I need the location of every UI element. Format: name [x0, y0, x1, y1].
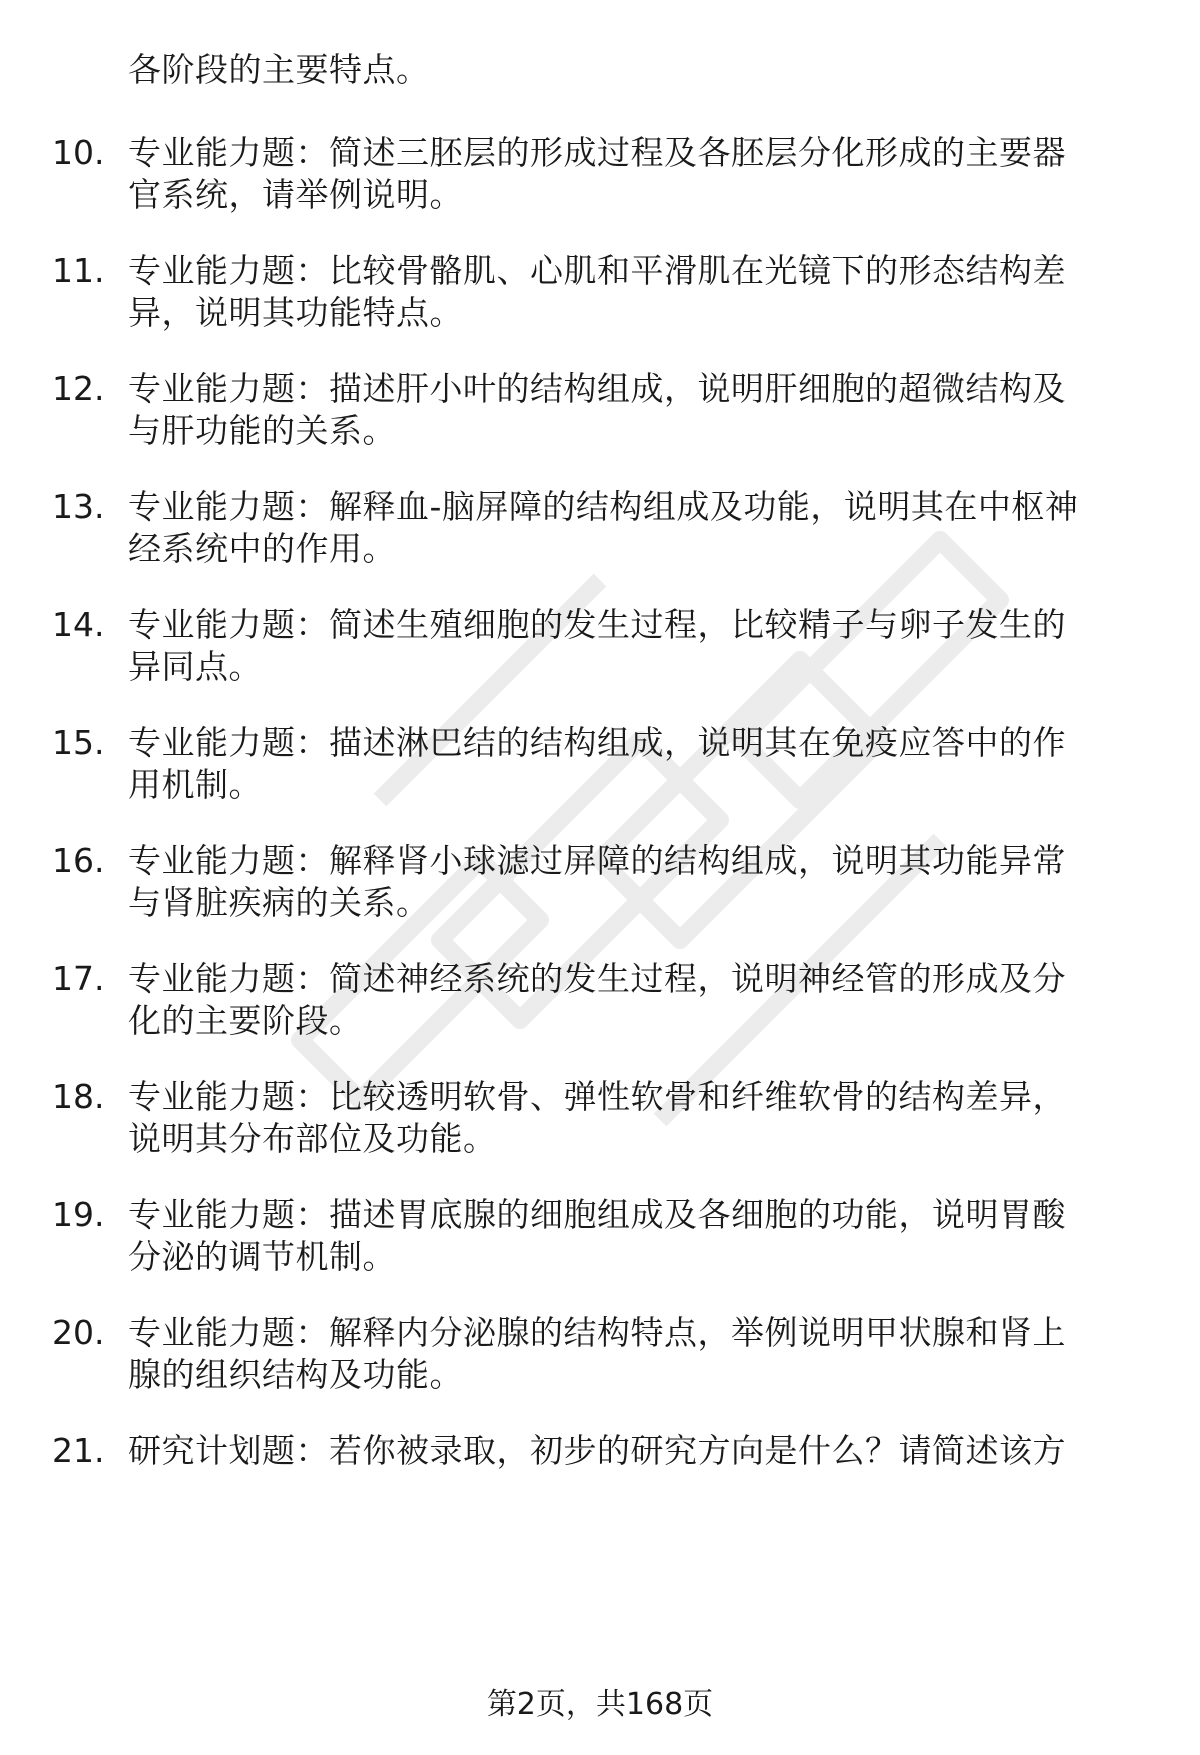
list-item-number: 21. — [52, 1431, 105, 1470]
list-item-line: 官系统，请举例说明。 — [128, 175, 463, 214]
list-item-number: 16. — [52, 841, 105, 880]
list-item-number: 17. — [52, 959, 105, 998]
list-item-line: 分泌的调节机制。 — [128, 1237, 396, 1276]
list-item-line: 专业能力题：解释肾小球滤过屏障的结构组成，说明其功能异常 — [128, 841, 1066, 880]
list-item-line: 专业能力题：简述神经系统的发生过程，说明神经管的形成及分 — [128, 959, 1066, 998]
list-item-line: 专业能力题：描述肝小叶的结构组成，说明肝细胞的超微结构及 — [128, 369, 1066, 408]
page-footer: 第2页，共168页 — [486, 1687, 714, 1722]
list-item-line: 专业能力题：解释内分泌腺的结构特点，举例说明甲状腺和肾上 — [128, 1313, 1066, 1352]
list-item-number: 15. — [52, 723, 105, 762]
list-item-line: 用机制。 — [128, 765, 262, 804]
list-item-line: 异，说明其功能特点。 — [128, 293, 463, 332]
list-item-number: 20. — [52, 1313, 105, 1352]
list-item-line: 专业能力题：比较透明软骨、弹性软骨和纤维软骨的结构差异， — [128, 1077, 1066, 1116]
list-item-number: 10. — [52, 133, 105, 172]
list-item-line: 与肝功能的关系。 — [128, 411, 396, 450]
list-item-number: 12. — [52, 369, 105, 408]
list-item-line: 经系统中的作用。 — [128, 529, 396, 568]
list-item-line: 异同点。 — [128, 647, 262, 686]
list-item-line: 腺的组织结构及功能。 — [128, 1355, 463, 1394]
list-item-line: 化的主要阶段。 — [128, 1001, 363, 1040]
list-item-number: 18. — [52, 1077, 105, 1116]
list-item-number: 13. — [52, 487, 105, 526]
list-item-number: 11. — [52, 251, 105, 290]
list-item-number: 14. — [52, 605, 105, 644]
continuation-line: 各阶段的主要特点。 — [128, 50, 430, 89]
list-item-line: 专业能力题：比较骨骼肌、心肌和平滑肌在光镜下的形态结构差 — [128, 251, 1066, 290]
list-item-line: 专业能力题：描述淋巴结的结构组成，说明其在免疫应答中的作 — [128, 723, 1066, 762]
list-item-line: 专业能力题：描述胃底腺的细胞组成及各细胞的功能，说明胃酸 — [128, 1195, 1066, 1234]
list-item-line: 专业能力题：简述三胚层的形成过程及各胚层分化形成的主要器 — [128, 133, 1066, 172]
list-item-line: 专业能力题：解释血-脑屏障的结构组成及功能，说明其在中枢神 — [128, 487, 1079, 526]
list-item-line: 专业能力题：简述生殖细胞的发生过程，比较精子与卵子发生的 — [128, 605, 1066, 644]
list-item-line: 研究计划题：若你被录取，初步的研究方向是什么？请简述该方 — [128, 1431, 1066, 1470]
list-item-line: 说明其分布部位及功能。 — [128, 1119, 497, 1158]
list-item-number: 19. — [52, 1195, 105, 1234]
list-item-line: 与肾脏疾病的关系。 — [128, 883, 430, 922]
